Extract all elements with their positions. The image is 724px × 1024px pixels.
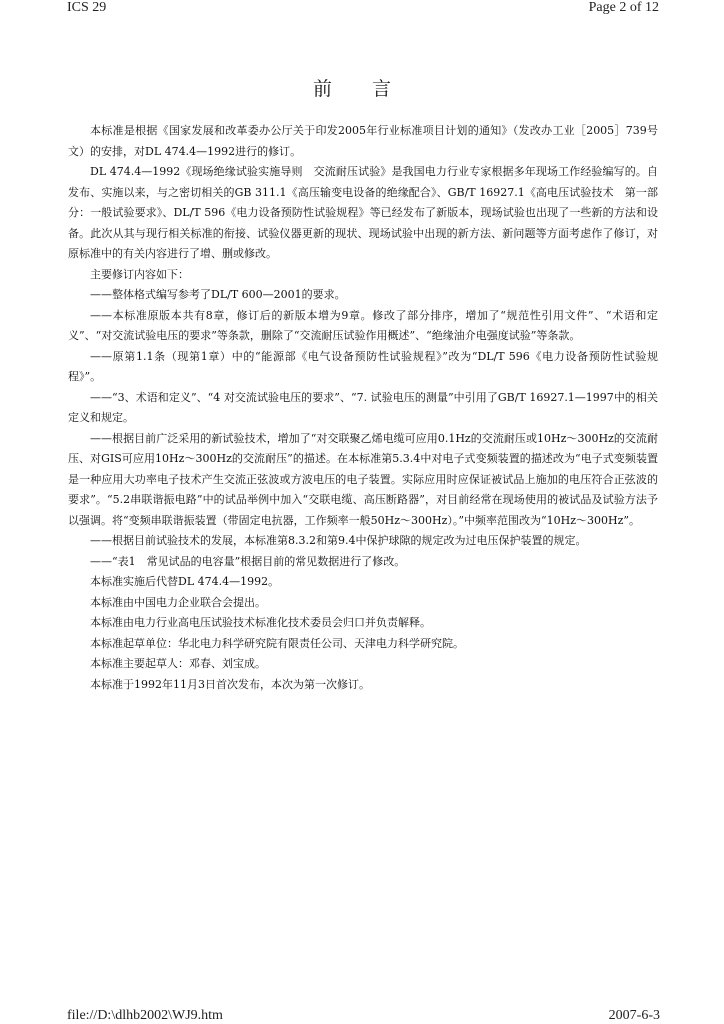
revision-item-clause-1-1: ——原第1.1条（现第1章）中的“能源部《电气设备预防性试验规程》”改为“DL/T 596《电力设备预防性试验规程》”。 (68, 349, 658, 383)
paragraph-history: 本标准于1992年11月3日首次发布，本次为第一次修订。 (90, 677, 370, 691)
paragraph-drafting-units: 本标准起草单位：华北电力科学研究院有限责任公司、天津电力科学研究院。 (90, 636, 464, 650)
footer-date: 2007-6-3 (608, 1008, 660, 1023)
footer-file-path: file://D:\dlhb2002\WJ9.htm (67, 1008, 223, 1023)
revision-item-protection: ——根据目前试验技术的发展，本标准第8.3.2和第9.4中保护球隙的规定改为过电压保护装置的规定。 (90, 534, 587, 547)
paragraph-background: DL 474.4—1992《现场绝缘试验实施导则 交流耐压试验》是我国电力行业专家根据多年现场工作经验编写的。自发布、实施以来，与之密切相关的GB 311.1《高压输变电设备的绝缘配合》、GB/T 16927.1《高电压试验技术 第一部分：一般试验要求》、DL/T 596《电力设备预防性试验规程》等已经发布了新版本，现场试验也出现了一些新的方法和设备。此次从其与现行相关标准的衔接、试验仪器更新的现状、现场试验中出现的新方法、新问题等方面考虑作了修订，对原标准中的有关内容进行了增、删或修改。 (68, 165, 658, 260)
paragraph-proposed-by: 本标准由中国电力企业联合会提出。 (90, 595, 266, 609)
foreword-body (68, 121, 658, 695)
revision-item-table-1: ——“表1 常见试品的电容量”根据目前的常见数据进行了修改。 (90, 554, 406, 568)
revision-item-format: ——整体格式编写参考了DL/T 600—2001的要求。 (90, 288, 346, 301)
revision-item-chapters: ——本标准原版本共有8章，修订后的新版本增为9章。修改了部分排序，增加了“规范性引用文件”、“术语和定义”、“对交流试验电压的要求”等条款，删除了“交流耐压试验作用概述”、“绝缘油介电强度试验”等条款。 (68, 308, 658, 342)
paragraph-drafters: 本标准主要起草人：邓春、刘宝成。 (90, 657, 266, 670)
paragraph-replaces: 本标准实施后代替DL 474.4—1992。 (90, 575, 280, 588)
paragraph-basis: 本标准是根据《国家发展和改革委办公厅关于印发2005年行业标准项目计划的通知》（发改办工业［2005］739号文）的安排，对DL 474.4—1992进行的修订。 (68, 124, 658, 158)
header-ics-code: ICS 29 (67, 0, 107, 15)
header-page-number: Page 2 of 12 (588, 0, 659, 15)
paragraph-responsible: 本标准由电力行业高电压试验技术标准化技术委员会归口并负责解释。 (90, 616, 431, 629)
page-title: 前言 (312, 78, 431, 100)
paragraph-main-revisions-intro: 主要修订内容如下： (90, 267, 189, 281)
revision-item-new-techniques: ——根据目前广泛采用的新试验技术，增加了“对交联聚乙烯电缆可应用0.1Hz的交流耐压或10Hz～300Hz的交流耐压、对GIS可应用10Hz～300Hz的交流耐压”的描述。在本标准第5.3.4中对电子式变频装置的描述改为“电子式变频装置是一种应用大功率电子技术产生交流正弦波或方波电压的电子装置。实际应用时应保证被试品上施加的电压符合正弦波的要求”。“5.2串联谐振电路”中的试品举例中加入“交联电缆、高压断路器”，对目前经常在现场使用的被试品及试验方法予以强调。将“变频串联谐振装置（带固定电抗器，工作频率一般50Hz～300Hz）。”中频率范围改为“10Hz～300Hz”。 (68, 431, 658, 527)
revision-item-definitions: ——“3、术语和定义”、“4 对交流试验电压的要求”、“7. 试验电压的测量”中引用了GB/T 16927.1—1997中的相关定义和规定。 (68, 390, 658, 424)
